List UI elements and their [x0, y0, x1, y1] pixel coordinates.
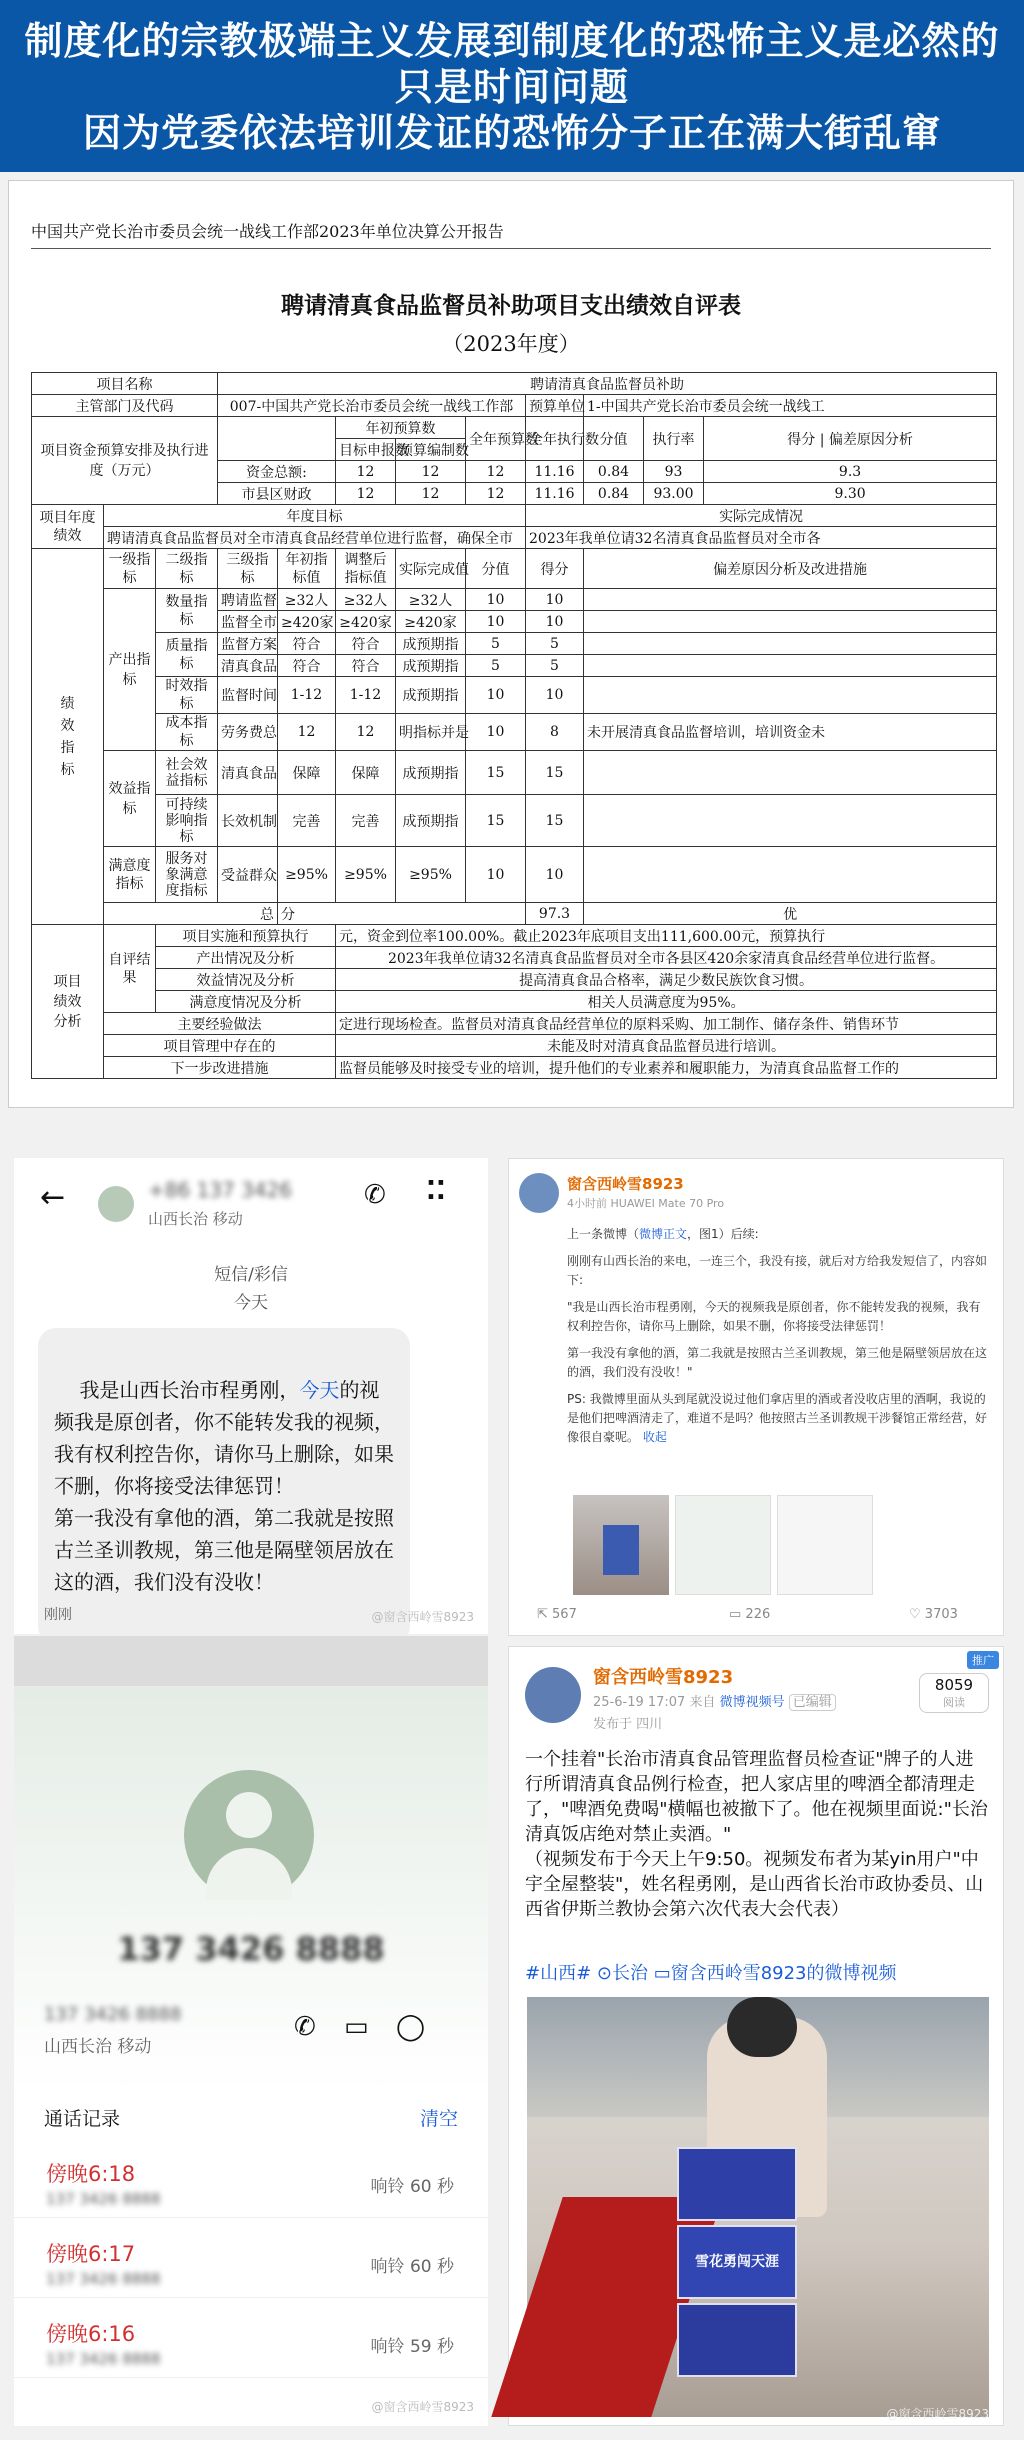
- promo-badge: 推广: [967, 1651, 999, 1669]
- clear-button[interactable]: 清空: [419, 2108, 458, 2130]
- thumbnail-image[interactable]: [675, 1495, 771, 1595]
- thumbnail-image[interactable]: [573, 1495, 669, 1595]
- table-row: 资金总额: 12 12 12 11.16 0.84 93 9.3: [32, 461, 997, 483]
- today-link[interactable]: 今天: [299, 1378, 340, 1402]
- back-arrow-icon[interactable]: ←: [40, 1180, 66, 1215]
- title-banner: [0, 0, 1024, 172]
- table-row: 项目名称 聘请清真食品监督员补助: [32, 373, 997, 395]
- table-row: 项目绩效分析 自评结果 项目实施和预算执行 元，资金到位率100.00%。截止2023年底项目支出111,600.00元，预算执行: [32, 925, 997, 947]
- weibo-username[interactable]: 窗含西岭雪8923: [593, 1667, 734, 1688]
- table-row: 项目年度绩效 年度目标 实际完成情况: [32, 505, 997, 527]
- weibo-tags[interactable]: #山西# ⊙长治 ▭窗含西岭雪8923的微博视频: [525, 1963, 897, 1984]
- watermark: @窗含西岭雪8923: [371, 1610, 474, 1624]
- weibo-post-original: [508, 1646, 1004, 2426]
- call-icon[interactable]: ✆: [294, 2012, 316, 2042]
- weibo-body: 一个挂着"长治市清真食品管理监督员检查证"牌子的人进行所谓清真食品例行检查，把人家店里的啤酒全都清理走了，"啤酒免费喝"横幅也被撤下了。他在视频里面说:"长治清真饭店绝对禁止卖酒。" （视频发布于今天上午9:50。视频发布者为某yin用户"中宇全屋整装"，姓名程勇刚，是山西省长治市政协委员、山西省伊斯兰教协会第六次代表大会代表）: [525, 1749, 988, 1920]
- weibo-meta: 4小时前 HUAWEI Mate 70 Pro: [567, 1197, 725, 1210]
- table-row: 目标申报数 预算编制数: [32, 439, 997, 461]
- weibo-text: 上一条微博（微博正文，图1）后续: 刚刚有山西长治的来电，一连三个，我没有接，就后对方给我发短信了，内容如下: "我是山西长治市程勇刚，今天的视频我是原创者，你不能转发我的视频，我有权利控告你，请你马上删除，如果不删，你将接受法律惩罚！ 第一我没有拿他的酒，第二我就是按照古兰圣训教规，第三他是隔壁领居放在这的酒，我们没有没收！" PS: 我微博里面从头到尾就没说过他们拿店里的酒或者没收店里的酒啊，我说的是他们把啤酒清走了，难道不是吗？他按照古兰圣训教规干涉餐馆正常经营，好像很自豪呢。 收起: [567, 1227, 988, 1444]
- sms-screenshot: [14, 1158, 488, 1634]
- watermark: @窗含西岭雪8923: [371, 2400, 474, 2414]
- table-row: 监督全市 ≥420家 ≥420家 ≥420家 10 10: [32, 611, 997, 633]
- watermark: @窗含西岭雪8923: [886, 2407, 989, 2421]
- budget-report-document: [8, 180, 1014, 1108]
- message-type-label: 短信/彩信: [214, 1265, 288, 1285]
- video-screenshot[interactable]: [527, 1997, 989, 2417]
- table-row: 项目管理中存在的 未能及时对清真食品监督员进行培训。: [32, 1035, 997, 1057]
- table-row: 主要经验做法 定进行现场检查。监督员对清真食品经营单位的原料采购、加工制作、储存条件、销售环节: [32, 1013, 997, 1035]
- contact-avatar-large: [184, 1770, 314, 1900]
- table-row: 市县区财政 12 12 12 11.16 0.84 93.00 9.30: [32, 483, 997, 505]
- report-title: 聘请清真食品监督员补助项目支出绩效自评表: [281, 292, 741, 319]
- weibo-username[interactable]: 窗含西岭雪8923: [567, 1175, 684, 1193]
- thumbnail-image[interactable]: [777, 1495, 873, 1595]
- weibo-avatar: [519, 1173, 559, 1213]
- weibo-action-bar: [509, 1607, 1005, 1635]
- table-row: 效益指标 社会效益指标 清真食品 保障 保障 成预期指 15 15: [32, 751, 997, 795]
- like-icon[interactable]: ♡ 3703: [909, 1607, 958, 1622]
- table-row: 可持续影响指标 长效机制 完善 完善 成预期指 15 15: [32, 795, 997, 847]
- contact-avatar: [98, 1186, 134, 1222]
- banner-line-3: 因为党委依法培训发证的恐怖分子正在满大街乱窜: [82, 111, 941, 155]
- table-row: 产出情况及分析 2023年我单位请32名清真食品监督员对全市各县区420余家清真食品经营单位进行监督。: [32, 947, 997, 969]
- table-row: 满意度情况及分析 相关人员满意度为95%。: [32, 991, 997, 1013]
- beer-boxes: 雪花勇闯天涯: [677, 2147, 817, 2377]
- sms-bubble: 我是山西长治市程勇刚，今天的视频我是原创者，你不能转发我的视频，我有权利控告你，请你马上删除，如果不删，你将接受法律惩罚！ 第一我没有拿他的酒，第二我就是按照古兰圣训教规，第三他是隔壁领居放在这的酒，我们没有没收！: [38, 1328, 410, 1644]
- table-row: 成本指标 劳务费总 12 12 明指标并是 10 8 未开展清真食品监督培训，培训资金未: [32, 714, 997, 751]
- call-log-row[interactable]: 傍晚6:16 137 3426 8888 响铃 59 秒: [14, 2306, 488, 2378]
- table-row: 总 分 97.3 优: [32, 903, 997, 925]
- weibo-meta: 25-6-19 17:07 来自 微博视频号 已编辑: [593, 1691, 836, 1710]
- table-row: 时效指标 监督时间 1-12 1-12 成预期指 10 10: [32, 677, 997, 714]
- contact-location: 山西长治 移动: [148, 1210, 243, 1228]
- performance-table: [31, 372, 997, 1079]
- share-icon[interactable]: ⇱ 567: [537, 1607, 577, 1622]
- message-icon[interactable]: ◯: [396, 2012, 426, 2042]
- weibo-image-grid[interactable]: [573, 1495, 963, 1595]
- contact-number: +86 137 3426: [148, 1178, 292, 1202]
- weibo-link[interactable]: 微博正文: [639, 1227, 688, 1241]
- weibo-location: 发布于 四川: [593, 1717, 663, 1732]
- divider: [14, 1636, 488, 1686]
- table-row: 质量指标 监督方案 符合 符合 成预期指 5 5: [32, 633, 997, 655]
- table-row: 绩效指标 一级指标 二级指标 三级指标 年初指标值 调整后指标值 实际完成值 分值 得分 偏差原因分析及改进措施: [32, 549, 997, 589]
- banner-line-2: 只是时间问题: [394, 65, 629, 109]
- contact-small-number: 137 3426 8888: [44, 2004, 182, 2025]
- sms-header: [14, 1158, 488, 1228]
- table-row: 产出指标 数量指标 聘请监督 ≥32人 ≥32人 ≥32人 10 10: [32, 589, 997, 611]
- report-header: 中国共产党长治市委员会统一战线工作部2023年单位决算公开报告: [31, 219, 991, 249]
- table-row: 项目资金预算安排及执行进度（万元） 年初预算数 全年预算数 全年执行数 分值 执行率 得分 | 偏差原因分析: [32, 417, 997, 439]
- table-row: 满意度指标 服务对象满意度指标 受益群众 ≥95% ≥95% ≥95% 10 10: [32, 847, 997, 903]
- call-log-row[interactable]: 傍晚6:17 137 3426 8888 响铃 60 秒: [14, 2226, 488, 2298]
- table-row: 清真食品 符合 符合 成预期指 5 5: [32, 655, 997, 677]
- contact-carrier: 山西长治 移动: [44, 2037, 152, 2057]
- weibo-post-followup: [508, 1158, 1004, 1636]
- table-row: 主管部门及代码 007-中国共产党长治市委员会统一战线工作部 预算单位 1-中国共产党长治市委员会统一战线工: [32, 395, 997, 417]
- call-log-label: 通话记录: [44, 2108, 121, 2130]
- banner-line-1: 制度化的宗教极端主义发展到制度化的恐怖主义是必然的: [24, 19, 1000, 63]
- view-count: 8059 阅读: [919, 1673, 989, 1713]
- table-row: 下一步改进措施 监督员能够及时接受专业的培训，提升他们的专业素养和履职能力，为清真食品监督工作的: [32, 1057, 997, 1079]
- table-row: 效益情况及分析 提高清真食品合格率，满足少数民族饮食习惯。: [32, 969, 997, 991]
- contact-screenshot: [14, 1686, 488, 2426]
- phone-call-icon[interactable]: ✆: [364, 1180, 386, 1210]
- report-year: （2023年度）: [442, 332, 580, 356]
- comment-icon[interactable]: ▭ 226: [729, 1607, 771, 1622]
- message-date: 今天: [234, 1293, 268, 1313]
- table-row: 聘请清真食品监督员对全市清真食品经营单位进行监督，确保全市 2023年我单位请32名清真食品监督员对全市各: [32, 527, 997, 549]
- video-call-icon[interactable]: ▭: [344, 2012, 369, 2042]
- contact-big-number: 137 3426 8888: [117, 1930, 385, 1968]
- call-log-row[interactable]: 傍晚6:18 137 3426 8888 响铃 60 秒: [14, 2146, 488, 2218]
- more-options-icon[interactable]: ⁚⁚: [426, 1176, 446, 1206]
- weibo-avatar: [525, 1667, 581, 1723]
- message-status: 刚刚: [44, 1607, 72, 1623]
